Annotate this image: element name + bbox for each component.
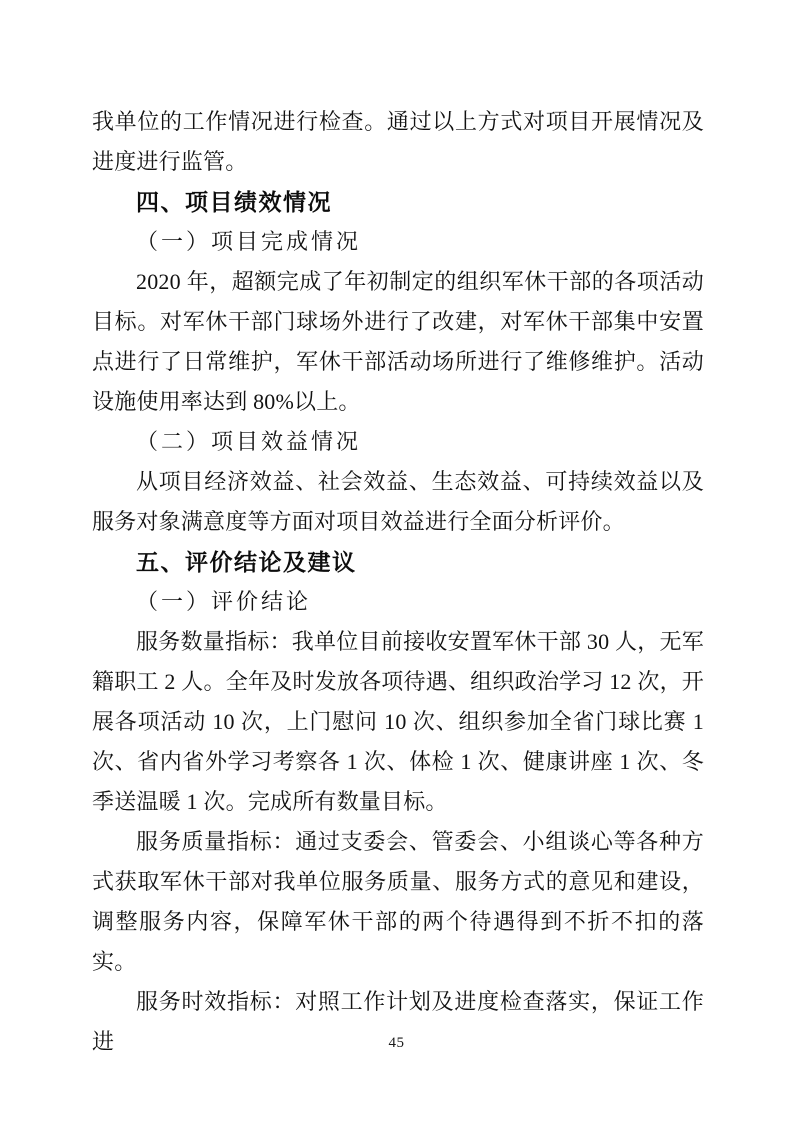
subsection-heading: （一）评价结论 (136, 589, 312, 614)
section-heading: 五、评价结论及建议 (136, 549, 357, 575)
page-number: 45 (388, 1035, 405, 1051)
document-body (92, 102, 704, 1062)
subsection-heading: （二）项目效益情况 (136, 429, 362, 454)
paragraph: 我单位的工作情况进行检查。通过以上方式对项目开展情况及进度进行监管。 (92, 109, 704, 174)
paragraph: 2020 年，超额完成了年初制定的组织军休干部的各项活动目标。对军休干部门球场外进行了改建，对军休干部集中安置点进行了日常维护，军休干部活动场所进行了维修维护。活动设施使用率达到 80%以上。 (92, 269, 704, 414)
section-heading: 四、项目绩效情况 (136, 189, 332, 215)
paragraph: 服务质量指标：通过支委会、管委会、小组谈心等各种方式获取军休干部对我单位服务质量、服务方式的意见和建设，调整服务内容，保障军休干部的两个待遇得到不折不扣的落实。 (92, 829, 704, 974)
paragraph: 服务时效指标：对照工作计划及进度检查落实，保证工作进 (92, 989, 704, 1054)
paragraph: 服务数量指标：我单位目前接收安置军休干部 30 人，无军籍职工 2 人。全年及时发放各项待遇、组织政治学习 12 次，开展各项活动 10 次，上门慰问 10 次、组织参加全省门球比赛 1 次、省内省外学习考察各 1 次、体检 1 次、健康讲座 1 次、冬季送温暖 1 次。完成所有数量目标。 (92, 629, 704, 814)
paragraph: 从项目经济效益、社会效益、生态效益、可持续效益以及服务对象满意度等方面对项目效益进行全面分析评价。 (92, 469, 704, 534)
page-footer (0, 1034, 793, 1052)
subsection-heading: （一）项目完成情况 (136, 229, 362, 254)
